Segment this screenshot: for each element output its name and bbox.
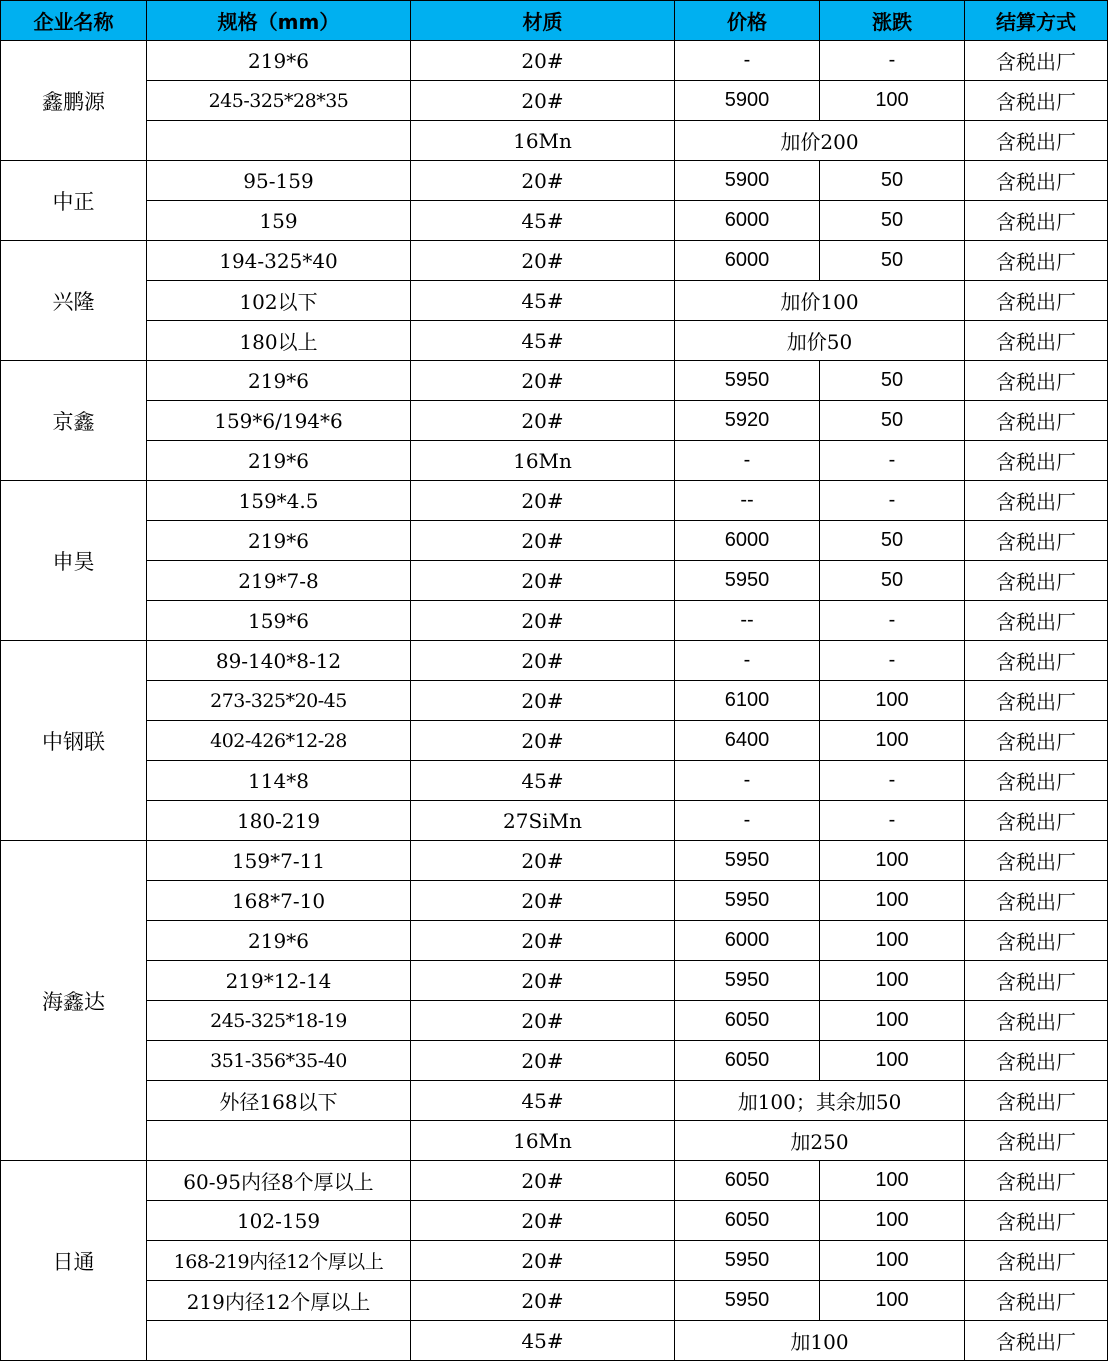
header-price: 价格 <box>675 1 820 41</box>
table-row <box>1 521 1108 561</box>
settlement-cell: 含税出厂 <box>965 881 1108 921</box>
change-cell: 50 <box>820 241 965 281</box>
settlement-cell: 含税出厂 <box>965 921 1108 961</box>
table-row <box>1 761 1108 801</box>
table-row <box>1 841 1108 881</box>
settlement-cell: 含税出厂 <box>965 401 1108 441</box>
price-cell: 6050 <box>675 1001 820 1041</box>
company-name: 海鑫达 <box>1 841 147 1161</box>
material-cell: 20# <box>411 961 675 1001</box>
change-cell: 100 <box>820 1001 965 1041</box>
settlement-cell: 含税出厂 <box>965 41 1108 81</box>
material-cell: 20# <box>411 1001 675 1041</box>
table-body <box>1 41 1108 1361</box>
settlement-cell: 含税出厂 <box>965 1081 1108 1121</box>
price-cell: -- <box>675 601 820 641</box>
spec-cell: 102-159 <box>147 1201 411 1241</box>
table-row <box>1 241 1108 281</box>
table-row <box>1 161 1108 201</box>
change-cell: 50 <box>820 161 965 201</box>
company-name: 中正 <box>1 161 147 241</box>
price-cell: 5950 <box>675 561 820 601</box>
spec-cell: 402-426*12-28 <box>147 721 411 761</box>
table-row <box>1 881 1108 921</box>
price-cell: 5950 <box>675 1281 820 1321</box>
spec-cell: 159*4.5 <box>147 481 411 521</box>
price-cell: 5950 <box>675 1241 820 1281</box>
company-name: 日通 <box>1 1161 147 1361</box>
settlement-cell: 含税出厂 <box>965 1241 1108 1281</box>
price-cell: - <box>675 441 820 481</box>
price-note-cell: 加250 <box>675 1121 965 1161</box>
spec-cell: 219*6 <box>147 921 411 961</box>
spec-cell: 159*6/194*6 <box>147 401 411 441</box>
settlement-cell: 含税出厂 <box>965 1161 1108 1201</box>
change-cell: 100 <box>820 881 965 921</box>
table-row <box>1 921 1108 961</box>
table-row <box>1 561 1108 601</box>
table-row <box>1 1281 1108 1321</box>
material-cell: 20# <box>411 361 675 401</box>
spec-cell: 219内径12个厚以上 <box>147 1281 411 1321</box>
material-cell: 20# <box>411 561 675 601</box>
material-cell: 20# <box>411 1201 675 1241</box>
change-cell: 100 <box>820 1161 965 1201</box>
material-cell: 16Mn <box>411 121 675 161</box>
settlement-cell: 含税出厂 <box>965 481 1108 521</box>
change-cell: 100 <box>820 721 965 761</box>
price-note-cell: 加100；其余加50 <box>675 1081 965 1121</box>
change-cell: 100 <box>820 1241 965 1281</box>
table-row <box>1 961 1108 1001</box>
change-cell: 100 <box>820 841 965 881</box>
material-cell: 45# <box>411 281 675 321</box>
table-row <box>1 1121 1108 1161</box>
price-cell: 6000 <box>675 521 820 561</box>
price-cell: 5900 <box>675 161 820 201</box>
price-cell: 5950 <box>675 361 820 401</box>
settlement-cell: 含税出厂 <box>965 1321 1108 1361</box>
change-cell: 50 <box>820 361 965 401</box>
settlement-cell: 含税出厂 <box>965 1121 1108 1161</box>
header-company: 企业名称 <box>1 1 147 41</box>
settlement-cell: 含税出厂 <box>965 161 1108 201</box>
material-cell: 20# <box>411 721 675 761</box>
material-cell: 20# <box>411 81 675 121</box>
change-cell: 100 <box>820 681 965 721</box>
price-cell: 5900 <box>675 81 820 121</box>
spec-cell: 245-325*18-19 <box>147 1001 411 1041</box>
material-cell: 20# <box>411 521 675 561</box>
spec-cell: 114*8 <box>147 761 411 801</box>
table-row <box>1 201 1108 241</box>
change-cell: - <box>820 641 965 681</box>
price-cell: 6000 <box>675 241 820 281</box>
spec-cell: 168*7-10 <box>147 881 411 921</box>
table-row <box>1 81 1108 121</box>
material-cell: 20# <box>411 921 675 961</box>
change-cell: - <box>820 481 965 521</box>
table-row <box>1 601 1108 641</box>
material-cell: 20# <box>411 1241 675 1281</box>
settlement-cell: 含税出厂 <box>965 1041 1108 1081</box>
table-row <box>1 41 1108 81</box>
settlement-cell: 含税出厂 <box>965 361 1108 401</box>
spec-cell: 180以上 <box>147 321 411 361</box>
table-row <box>1 1161 1108 1201</box>
spec-cell: 219*6 <box>147 41 411 81</box>
settlement-cell: 含税出厂 <box>965 1001 1108 1041</box>
spec-cell: 168-219内径12个厚以上 <box>147 1241 411 1281</box>
settlement-cell: 含税出厂 <box>965 761 1108 801</box>
material-cell: 20# <box>411 1161 675 1201</box>
table-row <box>1 1081 1108 1121</box>
spec-cell: 159*6 <box>147 601 411 641</box>
spec-cell <box>147 1121 411 1161</box>
change-cell: 100 <box>820 81 965 121</box>
change-cell: - <box>820 441 965 481</box>
spec-cell: 194-325*40 <box>147 241 411 281</box>
material-cell: 45# <box>411 201 675 241</box>
spec-cell: 60-95内径8个厚以上 <box>147 1161 411 1201</box>
price-cell: - <box>675 41 820 81</box>
company-name: 京鑫 <box>1 361 147 481</box>
change-cell: - <box>820 761 965 801</box>
price-cell: 5920 <box>675 401 820 441</box>
settlement-cell: 含税出厂 <box>965 121 1108 161</box>
table-row <box>1 1201 1108 1241</box>
material-cell: 20# <box>411 41 675 81</box>
price-note-cell: 加价100 <box>675 281 965 321</box>
material-cell: 20# <box>411 161 675 201</box>
change-cell: - <box>820 601 965 641</box>
spec-cell: 180-219 <box>147 801 411 841</box>
change-cell: 100 <box>820 921 965 961</box>
change-cell: 100 <box>820 1201 965 1241</box>
material-cell: 20# <box>411 601 675 641</box>
price-cell: 6050 <box>675 1161 820 1201</box>
spec-cell <box>147 1321 411 1361</box>
settlement-cell: 含税出厂 <box>965 841 1108 881</box>
settlement-cell: 含税出厂 <box>965 681 1108 721</box>
header-change: 涨跌 <box>820 1 965 41</box>
header-row <box>1 1 1108 41</box>
spec-cell: 219*7-8 <box>147 561 411 601</box>
price-cell: 5950 <box>675 881 820 921</box>
header-settlement: 结算方式 <box>965 1 1108 41</box>
spec-cell: 219*6 <box>147 441 411 481</box>
table-row <box>1 401 1108 441</box>
spec-cell <box>147 121 411 161</box>
material-cell: 45# <box>411 1321 675 1361</box>
settlement-cell: 含税出厂 <box>965 441 1108 481</box>
settlement-cell: 含税出厂 <box>965 321 1108 361</box>
price-cell: 5950 <box>675 961 820 1001</box>
change-cell: 50 <box>820 521 965 561</box>
spec-cell: 89-140*8-12 <box>147 641 411 681</box>
table-row <box>1 321 1108 361</box>
change-cell: 50 <box>820 561 965 601</box>
spec-cell: 159*7-11 <box>147 841 411 881</box>
spec-cell: 273-325*20-45 <box>147 681 411 721</box>
price-cell: 6000 <box>675 921 820 961</box>
settlement-cell: 含税出厂 <box>965 81 1108 121</box>
table-row <box>1 1001 1108 1041</box>
settlement-cell: 含税出厂 <box>965 1201 1108 1241</box>
settlement-cell: 含税出厂 <box>965 1281 1108 1321</box>
price-note-cell: 加价200 <box>675 121 965 161</box>
change-cell: - <box>820 801 965 841</box>
company-name: 兴隆 <box>1 241 147 361</box>
price-cell: 6100 <box>675 681 820 721</box>
price-cell: 6400 <box>675 721 820 761</box>
material-cell: 16Mn <box>411 1121 675 1161</box>
company-name: 中钢联 <box>1 641 147 841</box>
settlement-cell: 含税出厂 <box>965 721 1108 761</box>
price-cell: -- <box>675 481 820 521</box>
material-cell: 45# <box>411 761 675 801</box>
settlement-cell: 含税出厂 <box>965 241 1108 281</box>
material-cell: 20# <box>411 481 675 521</box>
material-cell: 16Mn <box>411 441 675 481</box>
spec-cell: 159 <box>147 201 411 241</box>
material-cell: 45# <box>411 1081 675 1121</box>
price-cell: - <box>675 761 820 801</box>
settlement-cell: 含税出厂 <box>965 601 1108 641</box>
price-cell: - <box>675 801 820 841</box>
spec-cell: 219*6 <box>147 521 411 561</box>
material-cell: 45# <box>411 321 675 361</box>
settlement-cell: 含税出厂 <box>965 281 1108 321</box>
change-cell: 50 <box>820 401 965 441</box>
table-row <box>1 801 1108 841</box>
change-cell: 100 <box>820 1281 965 1321</box>
settlement-cell: 含税出厂 <box>965 641 1108 681</box>
header-material: 材质 <box>411 1 675 41</box>
table-row <box>1 481 1108 521</box>
material-cell: 20# <box>411 241 675 281</box>
change-cell: 100 <box>820 1041 965 1081</box>
spec-cell: 351-356*35-40 <box>147 1041 411 1081</box>
table-row <box>1 641 1108 681</box>
spec-cell: 95-159 <box>147 161 411 201</box>
material-cell: 20# <box>411 841 675 881</box>
settlement-cell: 含税出厂 <box>965 561 1108 601</box>
material-cell: 20# <box>411 881 675 921</box>
price-cell: 6050 <box>675 1201 820 1241</box>
table-row <box>1 1041 1108 1081</box>
table-row <box>1 121 1108 161</box>
change-cell: 100 <box>820 961 965 1001</box>
price-cell: 5950 <box>675 841 820 881</box>
change-cell: 50 <box>820 201 965 241</box>
price-note-cell: 加100 <box>675 1321 965 1361</box>
header-spec: 规格（mm） <box>147 1 411 41</box>
material-cell: 20# <box>411 401 675 441</box>
change-cell: - <box>820 41 965 81</box>
settlement-cell: 含税出厂 <box>965 201 1108 241</box>
material-cell: 20# <box>411 681 675 721</box>
material-cell: 27SiMn <box>411 801 675 841</box>
price-cell: - <box>675 641 820 681</box>
table-row <box>1 681 1108 721</box>
material-cell: 20# <box>411 1041 675 1081</box>
spec-cell: 外径168以下 <box>147 1081 411 1121</box>
settlement-cell: 含税出厂 <box>965 961 1108 1001</box>
price-cell: 6050 <box>675 1041 820 1081</box>
spec-cell: 219*6 <box>147 361 411 401</box>
material-cell: 20# <box>411 1281 675 1321</box>
spec-cell: 102以下 <box>147 281 411 321</box>
company-name: 申昊 <box>1 481 147 641</box>
table-row <box>1 1241 1108 1281</box>
spec-cell: 245-325*28*35 <box>147 81 411 121</box>
price-cell: 6000 <box>675 201 820 241</box>
settlement-cell: 含税出厂 <box>965 521 1108 561</box>
spec-cell: 219*12-14 <box>147 961 411 1001</box>
material-cell: 20# <box>411 641 675 681</box>
table-row <box>1 441 1108 481</box>
settlement-cell: 含税出厂 <box>965 801 1108 841</box>
table-row <box>1 721 1108 761</box>
table-row <box>1 361 1108 401</box>
table-row <box>1 1321 1108 1361</box>
table-row <box>1 281 1108 321</box>
price-note-cell: 加价50 <box>675 321 965 361</box>
company-name: 鑫鹏源 <box>1 41 147 161</box>
